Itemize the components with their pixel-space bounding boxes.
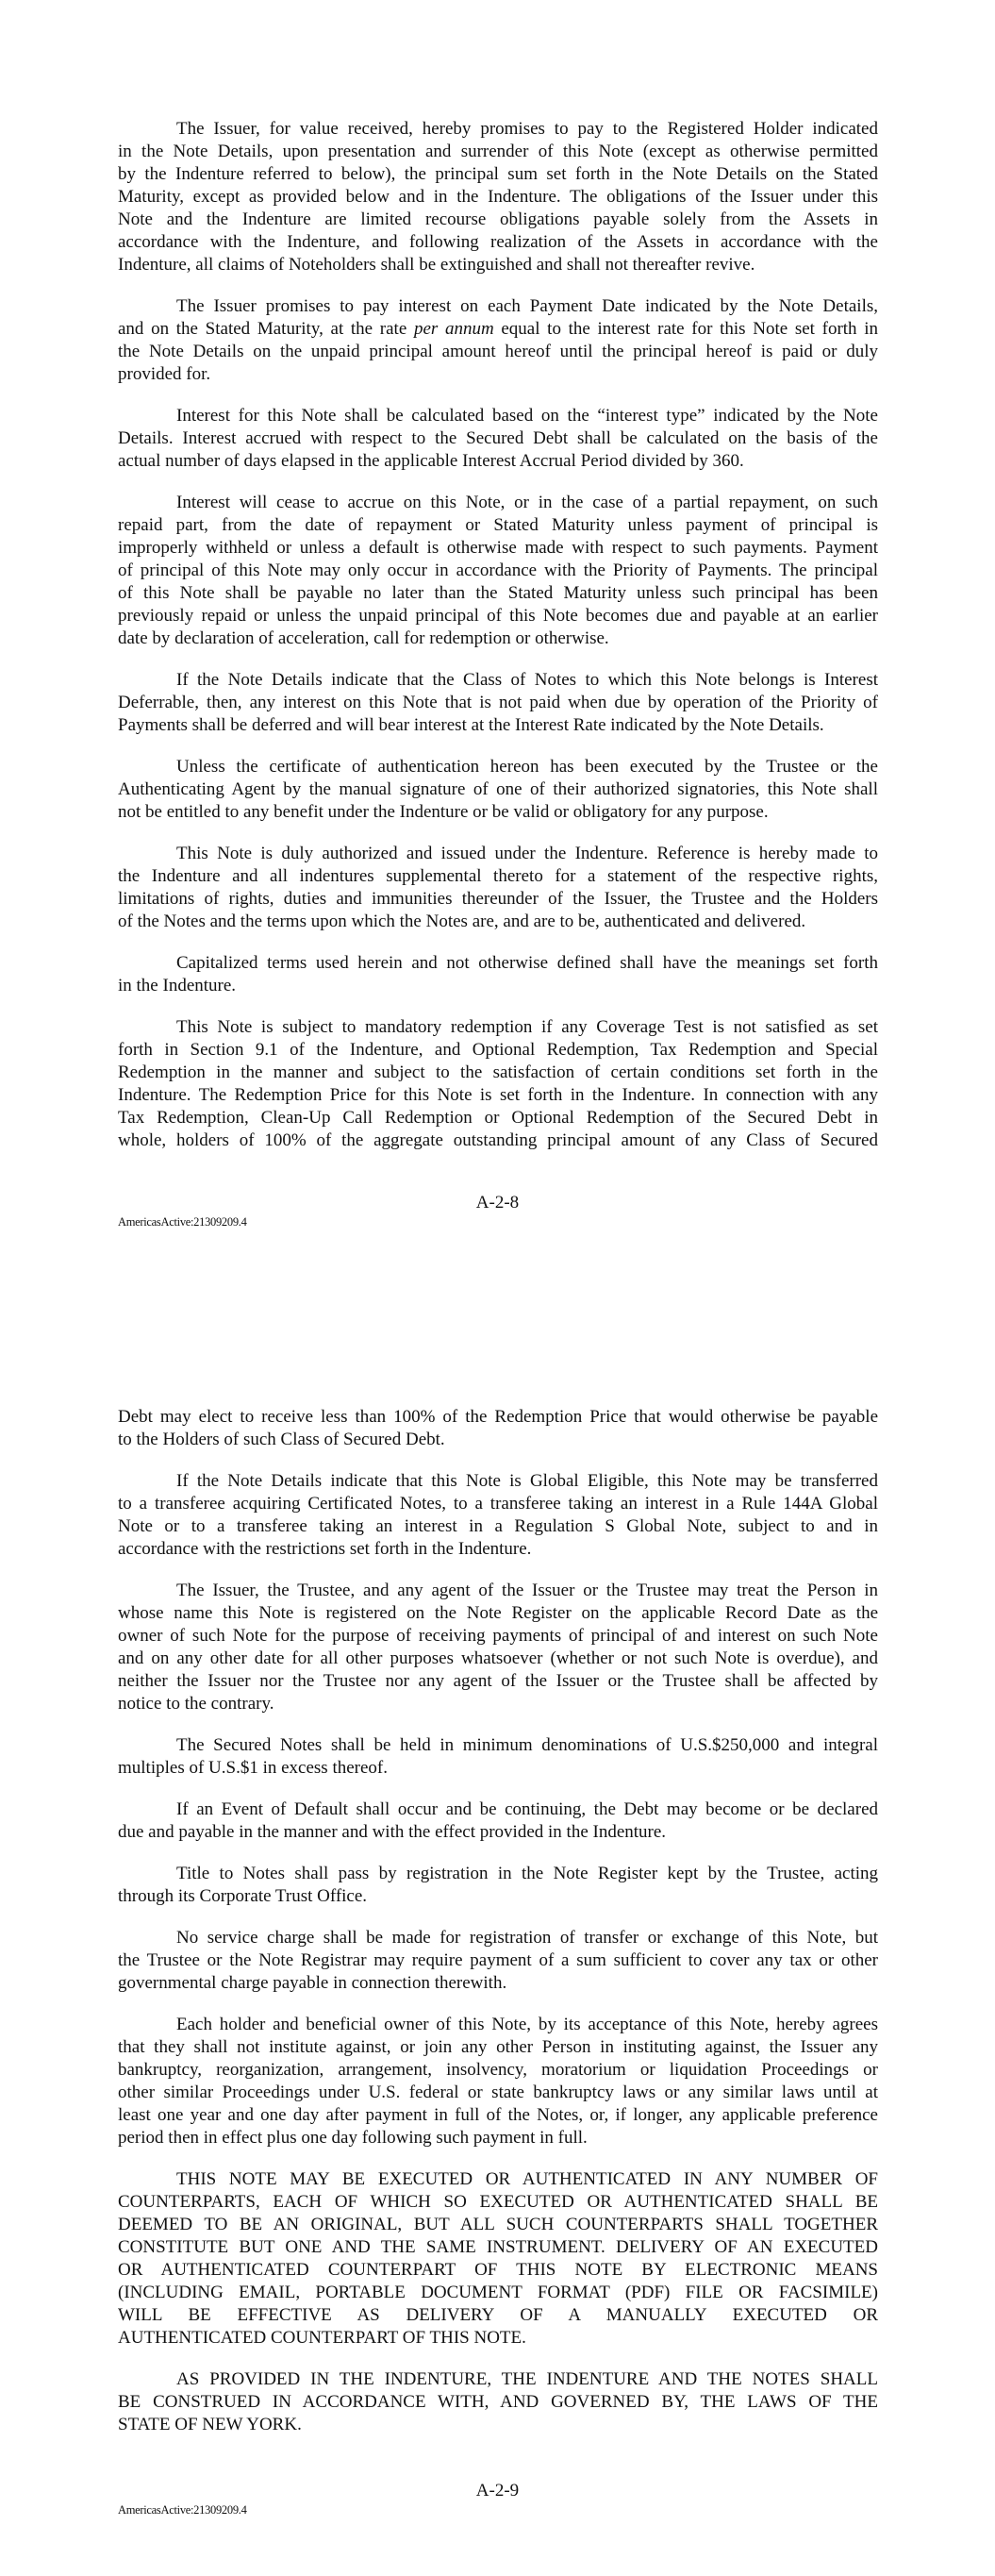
paragraph	[118, 2014, 878, 2149]
text-line: bankruptcy, reorganization, arrangement, insolvency, moratorium or liquidation Proceedings or	[118, 2060, 878, 2080]
text-line: If the Note Details indicate that the Class of Notes to which this Note belongs is Interest	[176, 670, 878, 690]
paragraph	[118, 843, 878, 933]
paragraph	[118, 1016, 878, 1152]
text-line: Tax Redemption, Clean-Up Call Redemption or Optional Redemption of the Secured Debt in	[118, 1108, 878, 1128]
document-id-footer: AmericasActive:21309209.4	[118, 2503, 247, 2517]
text-line: No service charge shall be made for registration of transfer or exchange of this Note, but	[176, 1928, 878, 1948]
page-1-body	[118, 118, 878, 1171]
page-number: A-2-9	[475, 2481, 520, 2501]
text-line: Unless the certificate of authentication hereon has been executed by the Trustee or the	[176, 757, 878, 777]
text-line: Deferrable, then, any interest on this Note that is not paid when due by operation of the Priority of	[118, 693, 878, 712]
text-line: DEEMED TO BE AN ORIGINAL, BUT ALL SUCH COUNTERPARTS SHALL TOGETHER	[118, 2215, 878, 2234]
text-line: This Note is duly authorized and issued under the Indenture. Reference is hereby made to	[176, 844, 878, 863]
text-line: Redemption in the manner and subject to the satisfaction of certain conditions set forth in the	[118, 1062, 878, 1082]
text-line: the Indenture and all indentures supplemental thereto for a statement of the respective rights,	[118, 866, 878, 886]
text-line: This Note is subject to mandatory redemption if any Coverage Test is not satisfied as set	[176, 1017, 878, 1037]
text-line: by the Indenture referred to below), the principal sum set forth in the Note Details on the Stated	[118, 164, 878, 184]
paragraph	[118, 1798, 878, 1844]
text-line: AUTHENTICATED COUNTERPART OF THIS NOTE.	[118, 2328, 526, 2348]
text-line: STATE OF NEW YORK.	[118, 2415, 302, 2434]
text-line: and on any other date for all other purposes whatsoever (whether or not such Note is overdue), and	[118, 1648, 878, 1668]
document-id-footer: AmericasActive:21309209.4	[118, 1215, 247, 1229]
text-line: THIS NOTE MAY BE EXECUTED OR AUTHENTICATED IN ANY NUMBER OF	[176, 2169, 878, 2189]
text-line: governmental charge payable in connection therewith.	[118, 1973, 507, 1993]
text-line: in the Note Details, upon presentation and surrender of this Note (except as otherwise permitted	[118, 142, 878, 161]
text-line: provided for.	[118, 364, 211, 384]
text-line: notice to the contrary.	[118, 1694, 274, 1714]
text-line: Note or to a transferee taking an interest in a Regulation S Global Note, subject to and in	[118, 1516, 878, 1536]
text-line: CONSTITUTE BUT ONE AND THE SAME INSTRUMENT. DELIVERY OF AN EXECUTED	[118, 2237, 878, 2257]
paragraph	[118, 118, 878, 276]
text-line: to a transferee acquiring Certificated Notes, to a transferee taking an interest in a Rule 144A Global	[118, 1494, 878, 1514]
paragraph	[118, 2368, 878, 2436]
text-line: the Note Details on the unpaid principal amount hereof until the principal hereof is paid or duly	[118, 342, 878, 361]
text-line: limitations of rights, duties and immunities thereunder of the Issuer, the Trustee and the Holders	[118, 889, 878, 909]
text-line: previously repaid or unless the unpaid principal of this Note becomes due and payable at an earlier	[118, 606, 878, 626]
text-line: If the Note Details indicate that this Note is Global Eligible, this Note may be transferred	[176, 1471, 878, 1491]
text-line: OR AUTHENTICATED COUNTERPART OF THIS NOTE BY ELECTRONIC MEANS	[118, 2260, 878, 2280]
text-line: that they shall not institute against, or join any other Person in instituting against, the Issuer any	[118, 2037, 878, 2057]
text-line: COUNTERPARTS, EACH OF WHICH SO EXECUTED OR AUTHENTICATED SHALL BE	[118, 2192, 878, 2212]
text-line: the Trustee or the Note Registrar may require payment of a sum sufficient to cover any tax or other	[118, 1950, 878, 1970]
text-line: Capitalized terms used herein and not otherwise defined shall have the meanings set forth	[176, 953, 878, 973]
text-line: (INCLUDING EMAIL, PORTABLE DOCUMENT FORMAT (PDF) FILE OR FACSIMILE)	[118, 2283, 878, 2302]
paragraph	[118, 1406, 878, 1451]
text-line: to the Holders of such Class of Secured Debt.	[118, 1430, 445, 1449]
text-line: period then in effect plus one day following such payment in full.	[118, 2128, 588, 2148]
paragraph	[118, 669, 878, 737]
text-line: date by declaration of acceleration, call for redemption or otherwise.	[118, 628, 609, 648]
text-line: Details. Interest accrued with respect to the Secured Debt shall be calculated on the basis of the	[118, 428, 878, 448]
paragraph	[118, 295, 878, 386]
text-line: of the Notes and the terms upon which the Notes are, and are to be, authenticated and delivered.	[118, 912, 806, 931]
text-line: Authenticating Agent by the manual signature of one of their authorized signatories, this Note shall	[118, 779, 878, 799]
text-line: of principal of this Note may only occur in accordance with the Priority of Payments. The principal	[118, 560, 878, 580]
paragraph	[118, 952, 878, 997]
text-line: repaid part, from the date of repayment or Stated Maturity unless payment of principal is	[118, 515, 878, 535]
text-line: of this Note shall be payable no later than the Stated Maturity unless such principal has been	[118, 583, 878, 603]
text-line: other similar Proceedings under U.S. federal or state bankruptcy laws or any similar laws until at	[118, 2083, 878, 2102]
text-line: through its Corporate Trust Office.	[118, 1886, 368, 1906]
text-line: The Issuer, the Trustee, and any agent of the Issuer or the Trustee may treat the Person in	[176, 1581, 878, 1600]
paragraph	[118, 1927, 878, 1995]
text-line: If an Event of Default shall occur and be continuing, the Debt may become or be declared	[176, 1799, 878, 1819]
text-line: accordance with the Indenture, and following realization of the Assets in accordance with the	[118, 232, 878, 252]
text-line: Indenture, all claims of Noteholders shall be extinguished and shall not thereafter revive.	[118, 255, 755, 275]
text-line: actual number of days elapsed in the applicable Interest Accrual Period divided by 360.	[118, 451, 744, 471]
text-line: whole, holders of 100% of the aggregate outstanding principal amount of any Class of Secured	[118, 1130, 878, 1150]
text-line: improperly withheld or unless a default is otherwise made with respect to such payments. Payment	[118, 538, 878, 558]
text-line: accordance with the restrictions set forth in the Indenture.	[118, 1539, 532, 1559]
page-2-body	[118, 1406, 878, 2455]
text-line: due and payable in the manner and with the effect provided in the Indenture.	[118, 1822, 667, 1842]
paragraph	[118, 2168, 878, 2350]
text-line: Interest for this Note shall be calculated based on the “interest type” indicated by the Note	[176, 406, 878, 426]
text-line: The Issuer, for value received, hereby promises to pay to the Registered Holder indicated	[176, 119, 878, 139]
text-line: Interest will cease to accrue on this Note, or in the case of a partial repayment, on such	[176, 493, 878, 512]
paragraph	[118, 756, 878, 824]
text-line: Each holder and beneficial owner of this Note, by its acceptance of this Note, hereby agrees	[176, 2015, 878, 2034]
paragraph	[118, 405, 878, 473]
text-line: least one year and one day after payment in full of the Notes, or, if longer, any applicable preference	[118, 2105, 878, 2125]
paragraph	[118, 1470, 878, 1561]
text-line: Debt may elect to receive less than 100% of the Redemption Price that would otherwise be payable	[118, 1407, 878, 1427]
text-line: Indenture. The Redemption Price for this Note is set forth in the Indenture. In connection with any	[118, 1085, 878, 1105]
text-line: not be entitled to any benefit under the Indenture or be valid or obligatory for any purpose.	[118, 802, 769, 822]
text-line: forth in Section 9.1 of the Indenture, and Optional Redemption, Tax Redemption and Special	[118, 1040, 878, 1060]
page-number: A-2-8	[475, 1193, 520, 1213]
paragraph	[118, 1580, 878, 1715]
text-line: multiples of U.S.$1 in excess thereof.	[118, 1758, 389, 1778]
text-line: whose name this Note is registered on the Note Register on the applicable Record Date as the	[118, 1603, 878, 1623]
text-segment: equal to the interest rate for this Note set forth in	[493, 319, 879, 339]
text-line: Note and the Indenture are limited recourse obligations payable solely from the Assets in	[118, 209, 878, 229]
text-segment: and on the Stated Maturity, at the rate	[118, 319, 414, 339]
text-line: in the Indenture.	[118, 976, 237, 995]
text-line: neither the Issuer nor the Trustee nor any agent of the Issuer or the Trustee shall be affected by	[118, 1671, 878, 1691]
text-line: The Issuer promises to pay interest on each Payment Date indicated by the Note Details,	[176, 296, 878, 316]
text-line	[118, 318, 878, 341]
paragraph	[118, 1734, 878, 1780]
text-line: The Secured Notes shall be held in minimum denominations of U.S.$250,000 and integral	[176, 1735, 878, 1755]
paragraph	[118, 492, 878, 650]
text-line: AS PROVIDED IN THE INDENTURE, THE INDENTURE AND THE NOTES SHALL	[176, 2369, 878, 2389]
text-line: Payments shall be deferred and will bear interest at the Interest Rate indicated by the Note Details.	[118, 715, 824, 735]
text-line: Maturity, except as provided below and in the Indenture. The obligations of the Issuer under this	[118, 187, 878, 207]
text-line: owner of such Note for the purpose of receiving payments of principal of and interest on such Note	[118, 1626, 878, 1646]
paragraph	[118, 1863, 878, 1908]
italic-term: per annum	[413, 319, 494, 339]
text-line: WILL BE EFFECTIVE AS DELIVERY OF A MANUALLY EXECUTED OR	[118, 2305, 878, 2325]
text-line: BE CONSTRUED IN ACCORDANCE WITH, AND GOVERNED BY, THE LAWS OF THE	[118, 2392, 878, 2412]
text-line: Title to Notes shall pass by registration in the Note Register kept by the Trustee, acting	[176, 1864, 878, 1883]
